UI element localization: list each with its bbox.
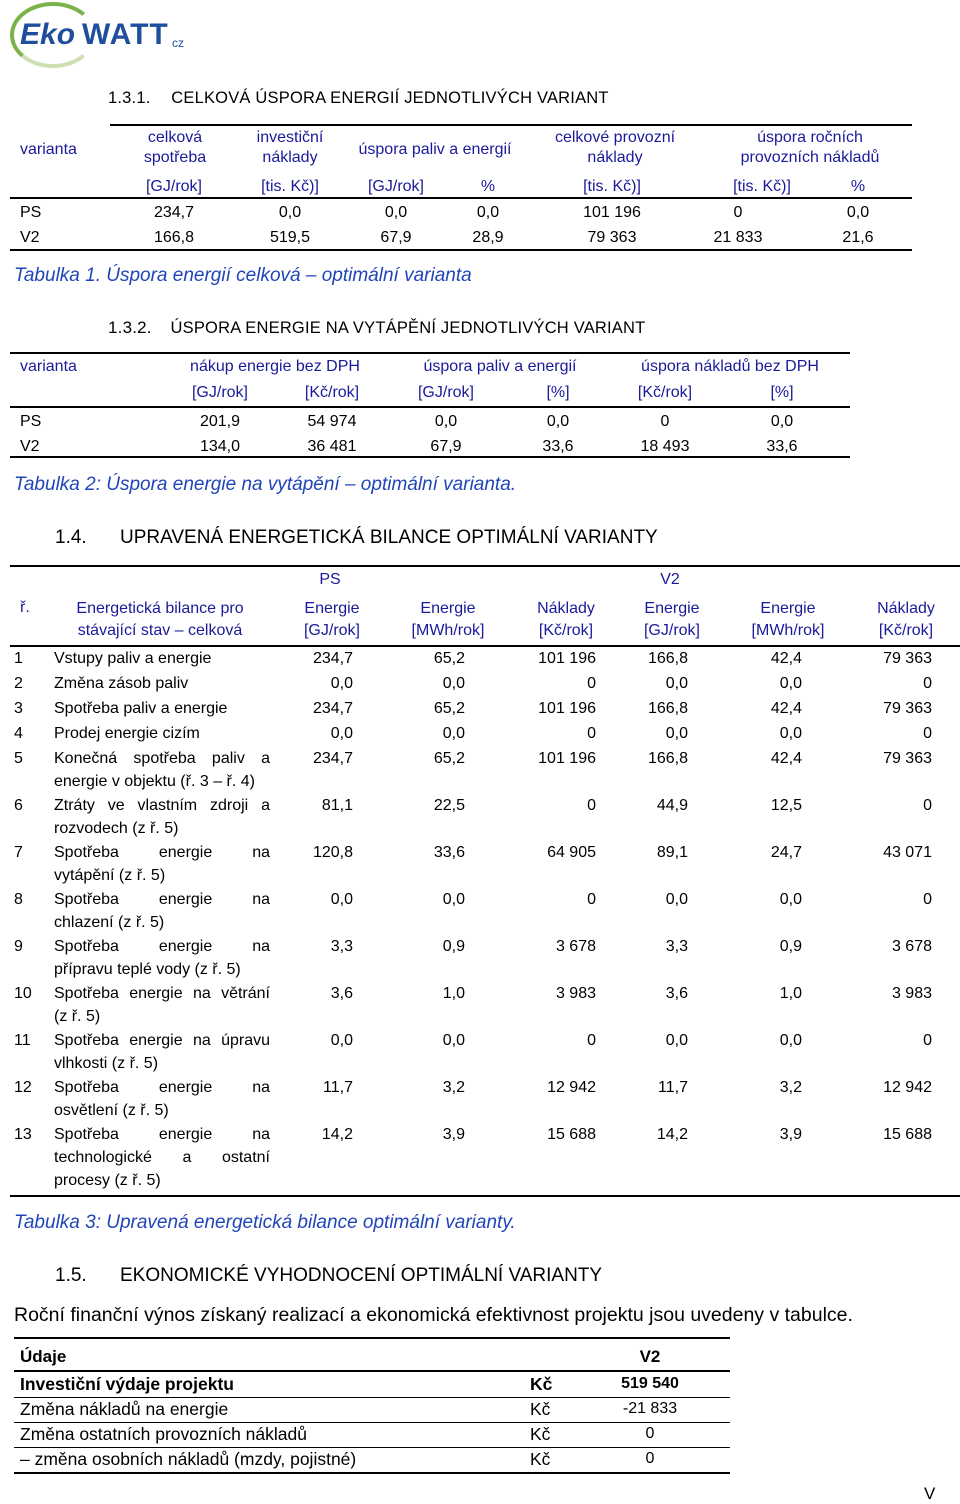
t3-row-value: 11,7 xyxy=(658,1079,688,1096)
t4-row-divider xyxy=(14,1447,730,1448)
t3-colhead-1: Energie [MWh/rok] xyxy=(411,600,485,639)
t3-row-value: 0,0 xyxy=(330,675,353,692)
t3-row-desc: energie v objektu (ř. 3 – ř. 4) xyxy=(54,773,255,790)
t3-row-desc: přípravu teplé vody (z ř. 5) xyxy=(54,961,241,978)
t3-row-value: 0,0 xyxy=(779,1032,802,1049)
section-number: 1.5. xyxy=(55,1265,87,1286)
table1-caption: Tabulka 1. Úspora energií celková – optimální varianta xyxy=(14,265,472,286)
t3-row-value: 0,9 xyxy=(442,938,465,955)
t3-row-desc: osvětlení (z ř. 5) xyxy=(54,1102,169,1119)
t3-row-value: 15 688 xyxy=(547,1126,596,1143)
t2-cell: 201,9 xyxy=(199,413,241,430)
t1-cell: 21 833 xyxy=(713,229,763,246)
t3-row-desc: Spotřeba energie na úpravu xyxy=(54,1032,270,1049)
t3-row-value: 12 942 xyxy=(547,1079,596,1096)
t3-row-desc: vytápění (z ř. 5) xyxy=(54,867,166,884)
t3-row-value: 1,0 xyxy=(779,985,802,1002)
table3-caption: Tabulka 3: Upravená energetická bilance optimální varianty. xyxy=(14,1212,516,1233)
t4-row-divider xyxy=(14,1472,730,1474)
t3-row-value: 234,7 xyxy=(312,750,353,767)
section-15-intro: Roční finanční výnos získaný realizací a ekonomická efektivnost projektu jsou uvedeny v tabulce. xyxy=(14,1304,853,1326)
t3-row-desc: Spotřeba energie na xyxy=(54,1126,270,1143)
t1-cell: 101 196 xyxy=(583,204,641,221)
t3-row-value: 234,7 xyxy=(312,650,353,667)
t3-row-desc: (z ř. 5) xyxy=(54,1008,101,1025)
t3-row-desc: Spotřeba energie na xyxy=(54,938,270,955)
t2-unit-0: [GJ/rok] xyxy=(191,384,248,401)
t3-row-value: 3,6 xyxy=(330,985,353,1002)
t2-header-varianta: varianta xyxy=(20,358,77,375)
t4-row-divider xyxy=(14,1397,730,1398)
t3-row-number: 2 xyxy=(14,675,23,692)
t4-row-value: 519 540 xyxy=(621,1375,679,1392)
t2-unit-2: [GJ/rok] xyxy=(417,384,474,401)
t3-row-value: 89,1 xyxy=(656,844,688,861)
t3-row-value: 3,3 xyxy=(330,938,353,955)
t3-row-value: 42,4 xyxy=(770,650,802,667)
t3-row-value: 0,0 xyxy=(330,1032,353,1049)
t3-row-value: 0,0 xyxy=(330,725,353,742)
t3-row-desc: Změna zásob paliv xyxy=(54,675,189,692)
section-title: UPRAVENÁ ENERGETICKÁ BILANCE OPTIMÁLNÍ VARIANTY xyxy=(119,527,658,548)
t1-unit-3: % xyxy=(480,178,496,195)
t3-row-desc: Spotřeba paliv a energie xyxy=(54,700,228,717)
t3-colhead-2: Náklady [Kč/rok] xyxy=(537,600,595,639)
t3-row-desc: Spotřeba energie na větrání xyxy=(54,985,270,1002)
t3-row-number: 3 xyxy=(14,700,23,717)
t3-row-value: 0,0 xyxy=(779,725,802,742)
t1-cell: 234,7 xyxy=(153,204,195,221)
t3-row-value: 14,2 xyxy=(321,1126,353,1143)
section-131-heading xyxy=(108,89,609,108)
t3-header-r: ř. xyxy=(20,599,30,616)
t3-row-value: 0 xyxy=(587,797,596,814)
t3-row-desc: vlhkosti (z ř. 5) xyxy=(54,1055,159,1072)
section-number: 1.4. xyxy=(55,527,87,548)
t4-row-unit: Kč xyxy=(530,1399,551,1419)
t3-row-value: 0 xyxy=(923,891,932,908)
t1-cell: 166,8 xyxy=(153,229,195,246)
t3-row-value: 1,0 xyxy=(442,985,465,1002)
t3-row-value: 22,5 xyxy=(433,797,465,814)
t3-row-value: 0 xyxy=(923,797,932,814)
t3-row-desc: Spotřeba energie na xyxy=(54,1079,270,1096)
t3-row-value: 166,8 xyxy=(647,750,688,767)
t3-row-value: 81,1 xyxy=(321,797,353,814)
t1-cell: 0,0 xyxy=(384,204,408,221)
t1-header-varianta: varianta xyxy=(20,141,77,158)
t1-header-celkova: celková spotřeba xyxy=(143,129,207,166)
t3-row-value: 44,9 xyxy=(656,797,688,814)
t4-row-divider xyxy=(14,1422,730,1423)
t3-row-value: 79 363 xyxy=(883,750,932,767)
t1-unit-4: [tis. Kč)] xyxy=(583,178,641,195)
t3-row-value: 3,9 xyxy=(779,1126,802,1143)
t1-header-rocnich: úspora ročních provozních nákladů xyxy=(740,129,880,166)
t2-cell-varianta: V2 xyxy=(20,438,40,455)
t1-cell: 0,0 xyxy=(476,204,500,221)
t3-row-value: 42,4 xyxy=(770,700,802,717)
t2-unit-3: [%] xyxy=(546,384,570,401)
t1-unit-1: [tis. Kč)] xyxy=(261,178,319,195)
t2-cell: 36 481 xyxy=(307,438,357,455)
t3-row-value: 0,0 xyxy=(665,1032,688,1049)
t3-row-value: 3 678 xyxy=(555,938,596,955)
t3-row-value: 0,9 xyxy=(779,938,802,955)
t3-row-number: 10 xyxy=(14,985,32,1002)
t3-row-desc: technologické a ostatní xyxy=(54,1149,270,1166)
t3-row-desc: Vstupy paliv a energie xyxy=(54,650,212,667)
t3-row-value: 3,9 xyxy=(442,1126,465,1143)
t2-header-nakup: nákup energie bez DPH xyxy=(190,358,360,375)
t2-cell: 134,0 xyxy=(199,438,241,455)
section-title: CELKOVÁ ÚSPORA ENERGIÍ JEDNOTLIVÝCH VARIANT xyxy=(171,89,609,107)
t4-row-unit: Kč xyxy=(530,1374,553,1394)
t4-row-value: 0 xyxy=(645,1425,655,1442)
t1-cell: 0,0 xyxy=(846,204,870,221)
t3-row-value: 12 942 xyxy=(883,1079,932,1096)
t3-group-v2: V2 xyxy=(660,571,680,588)
t2-unit-5: [%] xyxy=(770,384,794,401)
t4-row-value: 0 xyxy=(645,1450,655,1467)
section-title: ÚSPORA ENERGIE NA VYTÁPĚNÍ JEDNOTLIVÝCH VARIANT xyxy=(170,319,646,337)
t2-cell: 0 xyxy=(660,413,670,430)
table2-caption: Tabulka 2: Úspora energie na vytápění – optimální varianta. xyxy=(14,474,517,495)
t3-row-value: 3,6 xyxy=(665,985,688,1002)
t3-row-value: 0,0 xyxy=(665,725,688,742)
t4-header-v2: V2 xyxy=(639,1347,661,1366)
t3-row-value: 65,2 xyxy=(433,700,465,717)
t4-row-label: Změna nákladů na energie xyxy=(20,1399,229,1419)
t3-row-value: 101 196 xyxy=(538,700,596,717)
t4-row-unit: Kč xyxy=(530,1449,551,1469)
t3-row-value: 0,0 xyxy=(442,891,465,908)
t1-cell: 79 363 xyxy=(587,229,637,246)
t3-row-value: 0,0 xyxy=(442,1032,465,1049)
t4-row-label: Investiční výdaje projektu xyxy=(20,1374,234,1394)
section-132-heading xyxy=(108,318,645,338)
ekowatt-logo xyxy=(6,2,188,64)
t3-row-value: 15 688 xyxy=(883,1126,932,1143)
t4-header-udaje: Údaje xyxy=(20,1347,67,1366)
t2-cell: 54 974 xyxy=(307,413,357,430)
t3-row-value: 3 983 xyxy=(891,985,932,1002)
t3-row-value: 166,8 xyxy=(647,650,688,667)
t3-row-value: 101 196 xyxy=(538,750,596,767)
t3-row-value: 14,2 xyxy=(656,1126,688,1143)
section-number: 1.3.1. xyxy=(108,89,151,107)
t3-colhead-5: Náklady [Kč/rok] xyxy=(877,600,935,639)
t3-row-value: 79 363 xyxy=(883,650,932,667)
t3-row-value: 120,8 xyxy=(312,844,353,861)
t3-row-value: 0,0 xyxy=(442,725,465,742)
t3-row-number: 11 xyxy=(14,1032,31,1049)
t3-colhead-0: Energie [GJ/rok] xyxy=(303,600,360,639)
t2-unit-4: [Kč/rok] xyxy=(637,384,693,401)
t3-row-value: 79 363 xyxy=(883,700,932,717)
t3-row-number: 12 xyxy=(14,1079,32,1096)
t3-row-value: 0,0 xyxy=(665,891,688,908)
logo-watt: WATT xyxy=(82,18,169,51)
t3-row-value: 3 983 xyxy=(555,985,596,1002)
t3-row-value: 0,0 xyxy=(330,891,353,908)
t1-unit-0: [GJ/rok] xyxy=(145,178,202,195)
t3-row-value: 65,2 xyxy=(433,650,465,667)
section-14-heading xyxy=(55,527,658,549)
t2-header-uspora: úspora paliv a energií xyxy=(423,358,577,375)
t3-row-value: 0 xyxy=(587,675,596,692)
t4-row-label: – změna osobních nákladů (mzdy, pojistné) xyxy=(20,1449,357,1469)
t4-row-label: Změna ostatních provozních nákladů xyxy=(20,1424,307,1444)
t3-row-value: 101 196 xyxy=(538,650,596,667)
t3-row-value: 234,7 xyxy=(312,700,353,717)
page-footer-mark: V xyxy=(924,1484,936,1503)
t3-row-value: 0,0 xyxy=(779,675,802,692)
t4-row-unit: Kč xyxy=(530,1424,551,1444)
t3-row-value: 33,6 xyxy=(433,844,465,861)
t3-row-number: 9 xyxy=(14,938,23,955)
t2-header-naklady: úspora nákladů bez DPH xyxy=(641,358,819,375)
t2-cell: 67,9 xyxy=(430,438,462,455)
t3-row-value: 0,0 xyxy=(665,675,688,692)
t3-row-desc: Spotřeba energie na xyxy=(54,844,270,861)
t3-row-value: 0 xyxy=(923,675,932,692)
t3-row-desc: Spotřeba energie na xyxy=(54,891,270,908)
t3-row-value: 0,0 xyxy=(779,891,802,908)
t3-row-value: 12,5 xyxy=(770,797,802,814)
t1-header-uspora: úspora paliv a energií xyxy=(358,141,512,158)
t1-header-provozni: celkové provozní náklady xyxy=(554,129,676,166)
t3-row-number: 7 xyxy=(14,844,23,861)
t3-row-value: 65,2 xyxy=(433,750,465,767)
t3-colhead-3: Energie [GJ/rok] xyxy=(643,600,700,639)
t2-unit-1: [Kč/rok] xyxy=(304,384,360,401)
t3-row-value: 11,7 xyxy=(323,1079,353,1096)
t2-cell: 33,6 xyxy=(766,438,798,455)
t2-cell: 0,0 xyxy=(770,413,794,430)
t3-row-desc: chlazení (z ř. 5) xyxy=(54,914,165,931)
t1-cell: 0 xyxy=(733,204,743,221)
t2-cell: 0,0 xyxy=(546,413,570,430)
t2-cell: 18 493 xyxy=(640,438,690,455)
t1-cell: 519,5 xyxy=(269,229,311,246)
logo-cz: cz xyxy=(172,36,184,50)
t3-row-value: 3,3 xyxy=(665,938,688,955)
t3-row-value: 0 xyxy=(587,891,596,908)
t3-row-value: 0 xyxy=(923,725,932,742)
t3-row-value: 3 678 xyxy=(891,938,932,955)
t2-cell-varianta: PS xyxy=(20,413,42,430)
t1-cell: 67,9 xyxy=(380,229,412,246)
t3-row-number: 1 xyxy=(14,650,23,667)
section-number: 1.3.2. xyxy=(108,318,152,337)
t1-cell-varianta: V2 xyxy=(20,229,40,246)
t1-cell: 21,6 xyxy=(842,229,874,246)
t3-row-value: 64 905 xyxy=(547,844,596,861)
t2-cell: 0,0 xyxy=(434,413,458,430)
t3-row-number: 5 xyxy=(14,750,23,767)
t3-row-value: 3,2 xyxy=(442,1079,465,1096)
t3-colhead-4: Energie [MWh/rok] xyxy=(751,600,825,639)
t3-row-value: 3,2 xyxy=(779,1079,802,1096)
t1-cell-varianta: PS xyxy=(20,204,42,221)
t3-row-desc: Prodej energie cizím xyxy=(54,725,200,742)
t4-row-value: -21 833 xyxy=(622,1400,678,1417)
t3-row-number: 13 xyxy=(14,1126,32,1143)
t3-row-desc: rozvodech (z ř. 5) xyxy=(54,820,179,837)
t1-header-invest: investiční náklady xyxy=(256,129,324,166)
t2-cell: 33,6 xyxy=(542,438,574,455)
t3-header-desc: Energetická bilance pro stávající stav – celková xyxy=(76,600,244,639)
t3-row-value: 166,8 xyxy=(647,700,688,717)
t1-unit-5: [tis. Kč)] xyxy=(733,178,791,195)
t3-group-ps: PS xyxy=(319,571,341,588)
t3-row-value: 24,7 xyxy=(770,844,802,861)
t1-unit-2: [GJ/rok] xyxy=(367,178,424,195)
t1-unit-6: % xyxy=(850,178,866,195)
section-title: EKONOMICKÉ VYHODNOCENÍ OPTIMÁLNÍ VARIANTY xyxy=(119,1265,603,1286)
t3-row-desc: Konečná spotřeba paliv a xyxy=(54,750,270,767)
t3-row-desc: procesy (z ř. 5) xyxy=(54,1172,161,1189)
t1-cell: 28,9 xyxy=(472,229,504,246)
t3-row-number: 8 xyxy=(14,891,23,908)
t3-row-value: 0,0 xyxy=(442,675,465,692)
t3-row-value: 0 xyxy=(587,725,596,742)
t3-row-value: 43 071 xyxy=(883,844,932,861)
t3-row-desc: Ztráty ve vlastním zdroji a xyxy=(54,797,270,814)
t3-row-value: 0 xyxy=(923,1032,932,1049)
t1-cell: 0,0 xyxy=(278,204,302,221)
logo-eko: Eko xyxy=(20,18,76,51)
t3-row-number: 6 xyxy=(14,797,23,814)
t3-row-value: 42,4 xyxy=(770,750,802,767)
t3-row-value: 0 xyxy=(587,1032,596,1049)
section-15-heading xyxy=(55,1265,602,1287)
t3-row-number: 4 xyxy=(14,725,23,742)
